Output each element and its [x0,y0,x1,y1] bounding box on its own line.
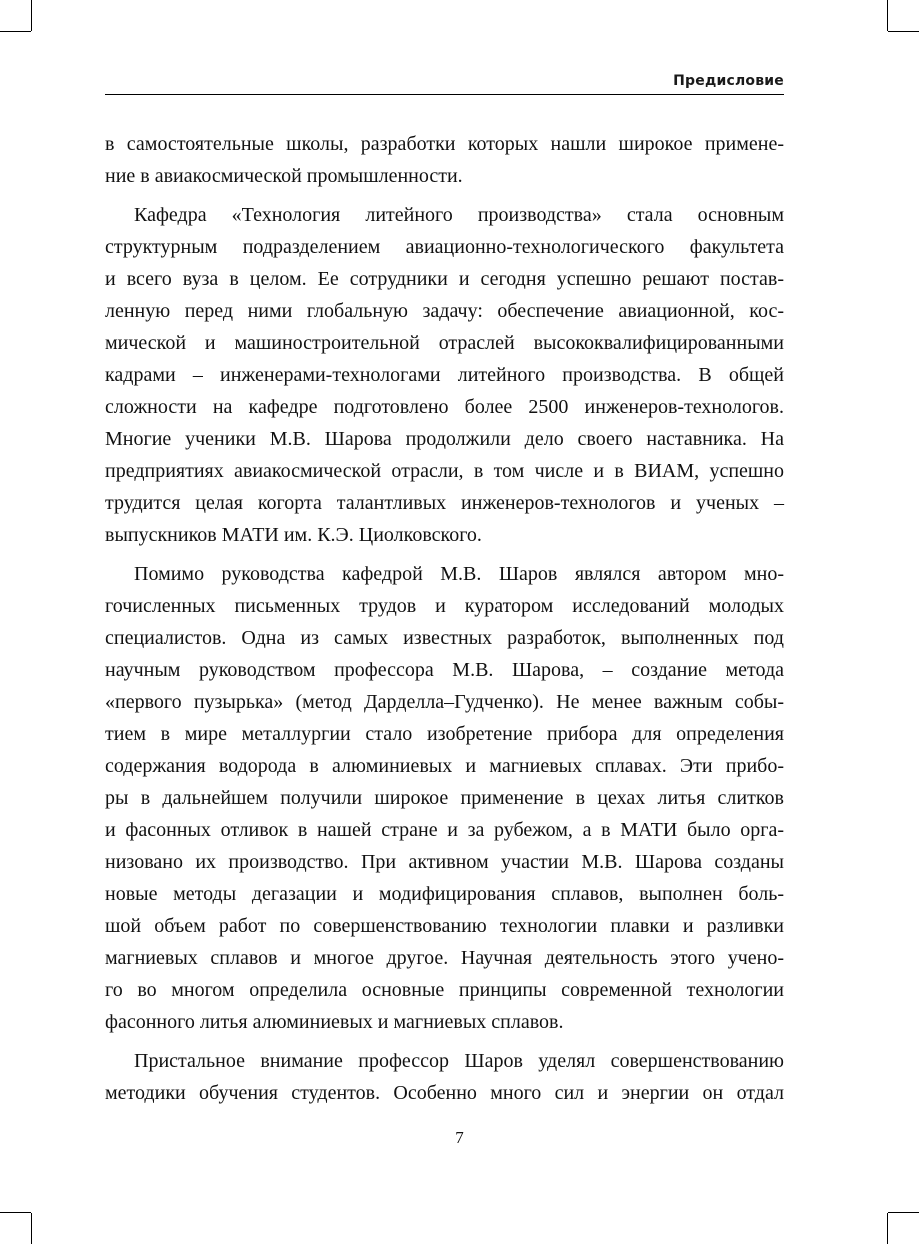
text-line: ры в дальнейшем получили широкое применение в цехах литья слитков [105,787,784,809]
text-line: мической и машиностроительной отраслей высококвалифицированными [105,332,784,354]
text-line: структурным подразделением авиационно-технологического факультета [105,236,784,258]
crop-mark-bottom-right-horizontal [888,1212,919,1213]
text-line: специалистов. Одна из самых известных разработок, выполненных под [105,627,784,649]
text-line: научным руководством профессора М.В. Шарова, – создание метода [105,659,784,681]
text-line: методики обучения студентов. Особенно много сил и энергии он отдал [105,1082,784,1104]
text-line: содержания водорода в алюминиевых и магниевых сплавах. Эти прибо- [105,755,784,777]
text-line: и всего вуза в целом. Ее сотрудники и сегодня успешно решают постав- [105,268,784,290]
text-line: Многие ученики М.В. Шарова продолжили дело своего наставника. На [105,428,784,450]
text-line: трудится целая когорта талантливых инженеров-технологов и ученых – [105,492,784,514]
text-line: ленную перед ними глобальную задачу: обеспечение авиационной, кос- [105,300,784,322]
text-line: ние в авиакосмической промышленности. [105,165,463,187]
text-line: сложности на кафедре подготовлено более 2500 инженеров-технологов. [105,396,784,418]
crop-mark-top-left-horizontal [0,31,31,32]
body-text [105,128,784,1109]
running-header [105,72,784,95]
crop-mark-bottom-left-vertical [31,1213,32,1244]
paragraph [105,128,784,192]
text-line: гочисленных письменных трудов и куратором исследований молодых [105,595,784,617]
crop-mark-top-right-horizontal [888,31,919,32]
text-line: Помимо руководства кафедрой М.В. Шаров являлся автором мно- [134,563,784,585]
crop-mark-top-left-vertical [31,0,32,31]
crop-mark-bottom-left-horizontal [0,1212,31,1213]
text-line: фасонного литья алюминиевых и магниевых сплавов. [105,1011,564,1033]
page-number: 7 [455,1128,464,1147]
header-title: Предисловие [673,73,784,89]
paragraph [105,199,784,551]
text-line: Кафедра «Технология литейного производства» стала основным [134,204,784,226]
text-line: Пристальное внимание профессор Шаров уделял совершенствованию [134,1050,784,1072]
text-line: тием в мире металлургии стало изобретение прибора для определения [105,723,784,745]
paragraph [105,1045,784,1109]
text-line: кадрами – инженерами-технологами литейного производства. В общей [105,364,784,386]
crop-mark-top-right-vertical [887,0,888,31]
text-line: го во многом определила основные принципы современной технологии [105,979,784,1001]
paragraph [105,558,784,1038]
text-line: предприятиях авиакосмической отрасли, в том числе и в ВИАМ, успешно [105,460,784,482]
text-line: и фасонных отливок в нашей стране и за рубежом, а в МАТИ было орга- [105,819,784,841]
text-line: в самостоятельные школы, разработки которых нашли широкое примене- [105,133,784,155]
text-line: шой объем работ по совершенствованию технологии плавки и разливки [105,915,784,937]
crop-mark-bottom-right-vertical [887,1213,888,1244]
text-line: низовано их производство. При активном участии М.В. Шарова созданы [105,851,784,873]
text-line: магниевых сплавов и многое другое. Научная деятельность этого учено- [105,947,784,969]
text-line: «первого пузырька» (метод Дарделла–Гудченко). Не менее важным собы- [105,691,784,713]
text-line: выпускников МАТИ им. К.Э. Циолковского. [105,524,482,546]
text-line: новые методы дегазации и модифицирования сплавов, выполнен боль- [105,883,784,905]
